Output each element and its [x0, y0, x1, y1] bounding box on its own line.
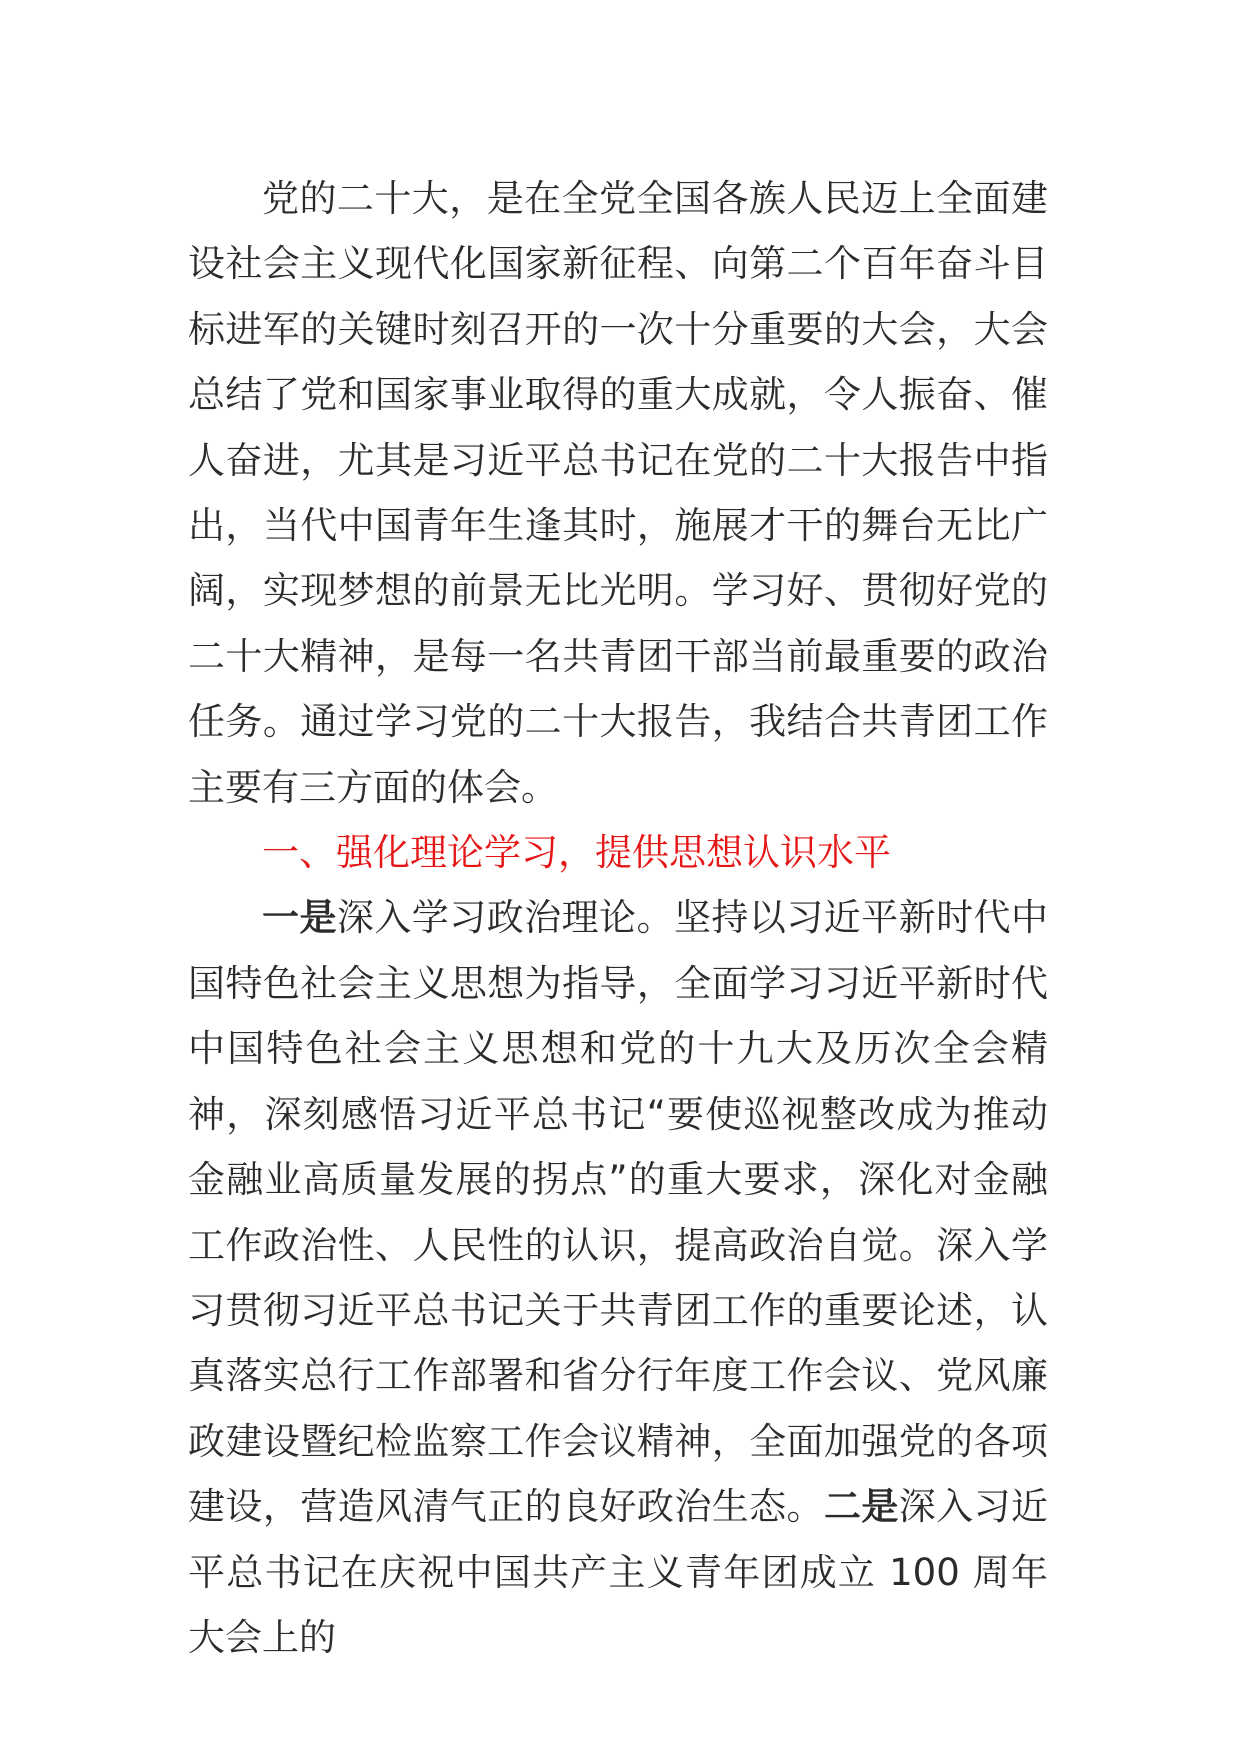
- body-paragraph: [188, 885, 1048, 1670]
- document-body: [188, 166, 1048, 1670]
- point-two-label: 二是: [823, 1485, 899, 1529]
- section-heading: 一、强化理论学习，提供思想认识水平: [262, 831, 891, 875]
- point-one-label: 一是: [262, 896, 337, 940]
- point-two-text: 深入习近平总书记在庆祝中国共产主义青年团成立 100 周年大会上的: [188, 1485, 1049, 1659]
- intro-paragraph: 党的二十大，是在全党全国各族人民迈上全面建设社会主义现代化国家新征程、向第二个百年奋斗目标进军的关键时刻召开的一次十分重要的大会，大会总结了党和国家事业取得的重大成就，令人振奋、催人奋进，尤其是习近平总书记在党的二十大报告中指出，当代中国青年生逢其时，施展才干的舞台无比广阔，实现梦想的前景无比光明。学习好、贯彻好党的二十大精神，是每一名共青团干部当前最重要的政治任务。通过学习党的二十大报告，我结合共青团工作主要有三方面的体会。: [188, 177, 1048, 809]
- point-one-text: 深入学习政治理论。坚持以习近平新时代中国特色社会主义思想为指导，全面学习习近平新时代中国特色社会主义思想和党的十九大及历次全会精神，深刻感悟习近平总书记“要使巡视整改成为推动金融业高质量发展的拐点”的重大要求，深化对金融工作政治性、人民性的认识，提高政治自觉。深入学习贯彻习近平总书记关于共青团工作的重要论述，认真落实总行工作部署和省分行年度工作会议、党风廉政建设暨纪检监察工作会议精神，全面加强党的各项建设，营造风清气正的良好政治生态。: [188, 896, 1049, 1529]
